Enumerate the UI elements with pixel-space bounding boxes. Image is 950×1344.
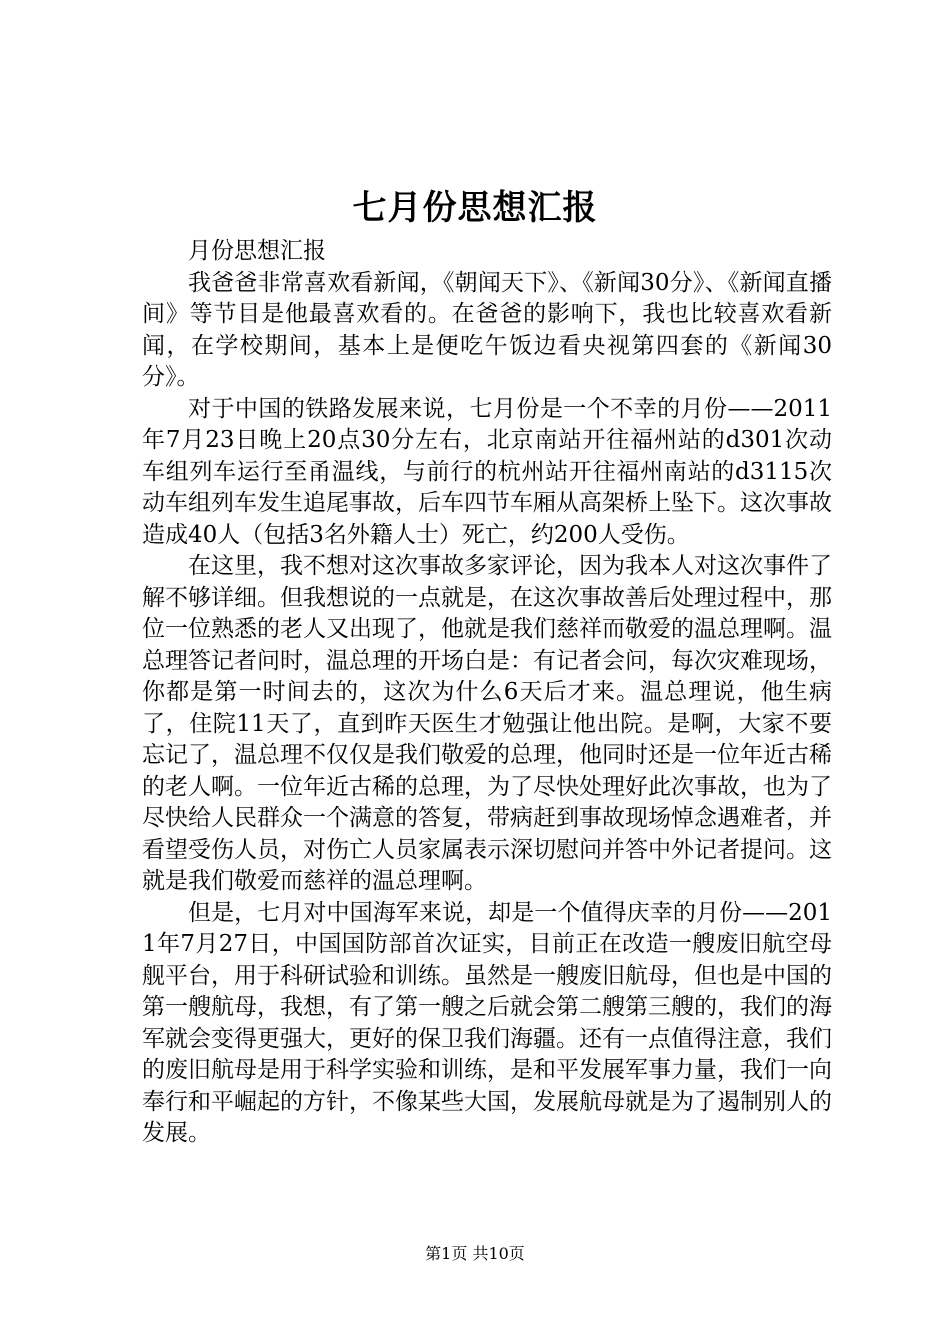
paragraph-subtitle: 月份思想汇报 [188,238,326,264]
paragraph-news-habit: 我爸爸非常喜欢看新闻，《朝闻天下》、《新闻30分》、《新闻直播间》等节目是他最喜欢看的。在爸爸的影响下，我也比较喜欢看新闻，在学校期间，基本上是便吃午饭边看央视第四套的《新闻30分》。 [142,269,832,390]
paragraph-railway-accident: 对于中国的铁路发展来说，七月份是一个不幸的月份——2011年7月23日晚上20点30分左右，北京南站开往福州站的d301次动车组列车运行至甬温线，与前行的杭州站开往福州南站的d3115次动车组列车发生追尾事故，后车四节车厢从高架桥上坠下。这次事故造成40人（包括3名外籍人士）死亡，约200人受伤。 [142,395,832,548]
paragraph-premier-wen: 在这里，我不想对这次事故多家评论，因为我本人对这次事件了解不够详细。但我想说的一点就是，在这次事故善后处理过程中，那位一位熟悉的老人又出现了，他就是我们慈祥而敬爱的温总理啊。温总理答记者问时，温总理的开场白是：有记者会问，每次灾难现场，你都是第一时间去的，这次为什么6天后才来。温总理说，他生病了，住院11天了，直到昨天医生才勉强让他出院。是啊，大家不要忘记了，温总理不仅仅是我们敬爱的总理，他同时还是一位年近古稀的老人啊。一位年近古稀的总理，为了尽快处理好此次事故，也为了尽快给人民群众一个满意的答复，带病赶到事故现场悼念遇难者，并看望受伤人员，对伤亡人员家属表示深切慰问并答中外记者提问。这就是我们敬爱而慈祥的温总理啊。 [142,553,832,894]
paragraph-aircraft-carrier: 但是，七月对中国海军来说，却是一个值得庆幸的月份——2011年7月27日，中国国防部首次证实，目前正在改造一艘废旧航空母舰平台，用于科研试验和训练。虽然是一艘废旧航母，但也是中国的第一艘航母，我想，有了第一艘之后就会第二艘第三艘的，我们的海军就会变得更强大，更好的保卫我们海疆。还有一点值得注意，我们的废旧航母是用于科学实验和训练，是和平发展军事力量，我们一向奉行和平崛起的方针，不像某些大国，发展航母就是为了遏制别人的发展。 [142,899,832,1146]
document-title: 七月份思想汇报 [352,188,598,228]
page-number-footer: 第1页 共10页 [425,1244,525,1263]
document-body [142,236,832,1150]
